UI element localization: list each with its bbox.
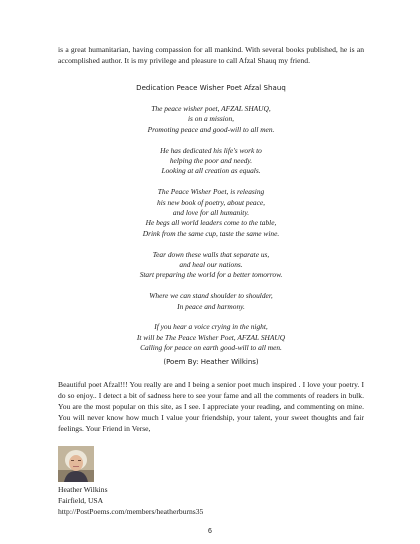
poem-line: and heal our nations. xyxy=(179,260,243,270)
poem-line: helping the poor and needy. xyxy=(169,156,253,166)
poem-line: The peace wisher poet, AFZAL SHAUQ, xyxy=(151,104,271,113)
poem-line: is on a mission, xyxy=(188,114,234,124)
signature-url: http://PostPoems.com/members/heatherburns35 xyxy=(58,507,204,516)
poem-line: He begs all world leaders come to the table, xyxy=(145,218,277,228)
poem-line: and love for all humanity. xyxy=(172,208,250,218)
signature-block xyxy=(58,484,364,517)
poem-line: He has dedicated his life's work to xyxy=(160,145,262,155)
poem-line: It will be The Peace Wisher Poet, AFZAL SHAUQ xyxy=(136,332,286,342)
poem-stanza xyxy=(58,322,364,353)
poem-line: The Peace Wisher Poet, is releasing xyxy=(157,187,265,197)
page-number: 6 xyxy=(208,528,212,535)
comment-paragraph: Beautiful poet Afzal!!! You really are and I being a senior poet much inspired . I love your poetry. I do so enjoy.. I detect a bit of sadness here to see your fame and all the comments of readers in bulk. You are the most popular on this site, as I see. I appreciate your reading, and commenting on mine. You will never know how much I value your friendship, your talent, your sweet thoughts and fair feelings. Your Friend in Verse, xyxy=(58,380,364,433)
poem-stanza xyxy=(58,291,364,312)
poem-line: Promoting peace and good-will to all men. xyxy=(147,124,275,134)
signature-location: Fairfield, USA xyxy=(58,496,104,505)
poem-line: In peace and harmony. xyxy=(177,301,245,311)
poem-stanza xyxy=(58,187,364,239)
intro-paragraph: is a great humanitarian, having compassion for all mankind. With several books published, he is an accomplished author. It is my privilege and pleasure to call Afzal Shauq my friend. xyxy=(58,45,364,65)
poem-stanza xyxy=(58,104,364,135)
poem-stanza xyxy=(58,250,364,281)
poem-line: Drink from the same cup, taste the same wine. xyxy=(142,228,280,238)
poem-stanza xyxy=(58,146,364,177)
author-photo xyxy=(58,446,94,482)
poem-line: If you hear a voice crying in the night, xyxy=(154,322,268,332)
poem-line: Where we can stand shoulder to shoulder, xyxy=(149,291,273,301)
author-photo-image xyxy=(58,446,94,482)
poem-title: Dedication Peace Wisher Poet Afzal Shauq xyxy=(136,84,286,92)
poem-line: Looking at all creation as equals. xyxy=(161,166,261,176)
poem-line: Start preparing the world for a better tomorrow. xyxy=(139,270,283,280)
poem-line: his new book of poetry, about peace, xyxy=(157,197,265,207)
poem-line: Tear down these walls that separate us, xyxy=(152,249,270,259)
poem-body xyxy=(58,104,364,364)
signature-name: Heather Wilkins xyxy=(58,485,108,494)
poem-line: Calling for peace on earth good-will to all men. xyxy=(140,343,282,353)
poem-byline: (Poem By: Heather Wilkins) xyxy=(163,358,259,366)
